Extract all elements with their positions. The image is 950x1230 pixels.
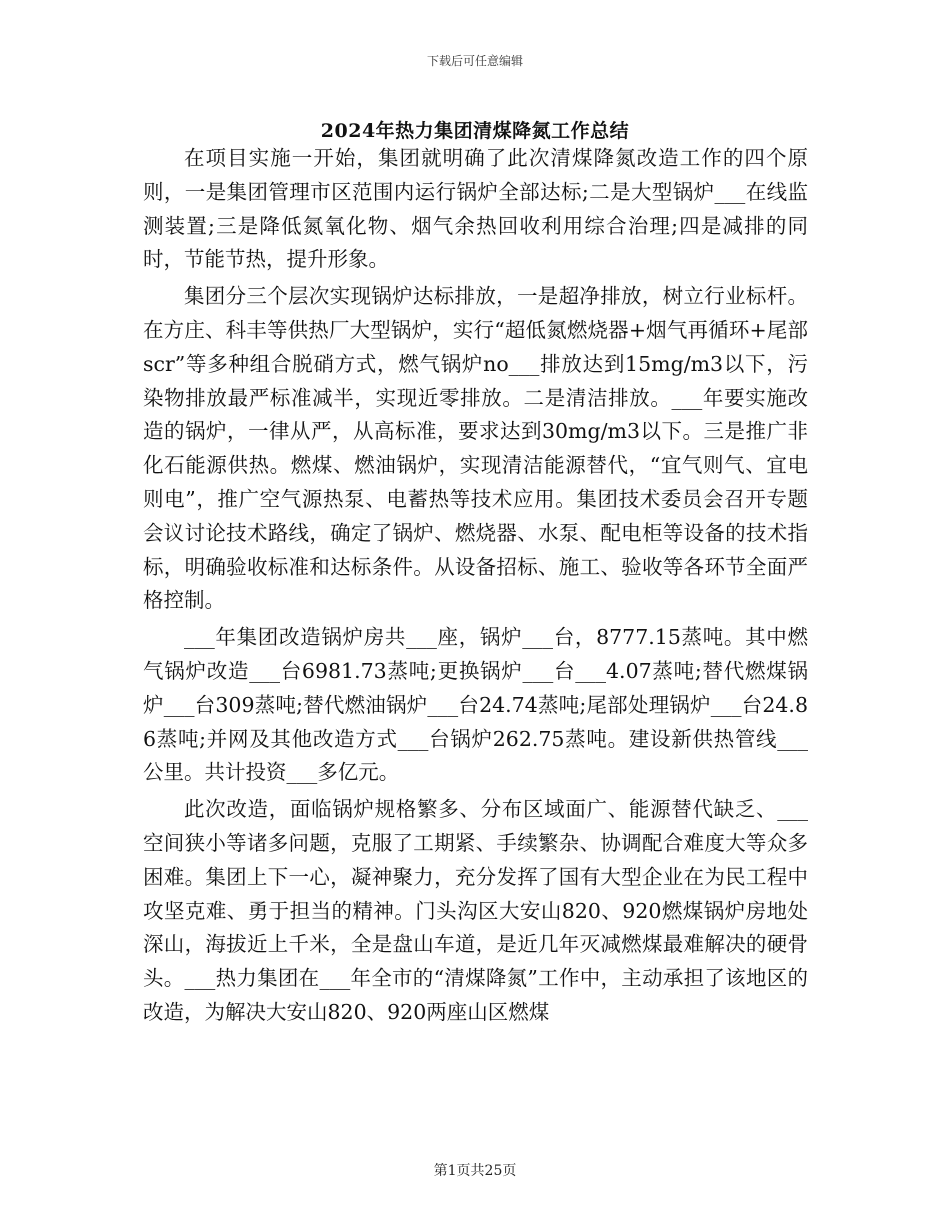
paragraph-1: 在项目实施一开始，集团就明确了此次清煤降氮改造工作的四个原则，一是集团管理市区范围内运行锅炉全部达标;二是大型锅炉___在线监测装置;三是降低氮氧化物、烟气余热回收利用综合治理;四是减排的同时，节能节热，提升形象。: [143, 146, 808, 272]
page-number: 第1页共25页: [433, 1163, 517, 1179]
header-note: 下载后可任意编辑: [426, 54, 523, 68]
paragraph-2: 集团分三个层次实现锅炉达标排放，一是超净排放，树立行业标杆。在方庄、科丰等供热厂大型锅炉，实行“超低氮燃烧器+烟气再循环+尾部scr”等多种组合脱硝方式，燃气锅炉no___排放达到15mg/m3以下，污染物排放最严标准减半，实现近零排放。二是清洁排放。___年要实施改造的锅炉，一律从严，从高标准，要求达到30mg/m3以下。三是推广非化石能源供热。燃煤、燃油锅炉，实现清洁能源替代，“宜气则气、宜电则电”，推广空气源热泵、电蓄热等技术应用。集团技术委员会召开专题会议讨论技术路线，确定了锅炉、燃烧器、水泵、配电柜等设备的技术指标，明确验收标准和达标条件。从设备招标、施工、验收等各环节全面严格控制。: [143, 284, 808, 613]
paragraph-3: ___年集团改造锅炉房共___座，锅炉___台，8777.15蒸吨。其中燃气锅炉改造___台6981.73蒸吨;更换锅炉___台___4.07蒸吨;替代燃煤锅炉___台309蒸吨;替代燃油锅炉___台24.74蒸吨;尾部处理锅炉___台24.86蒸吨;并网及其他改造方式___台锅炉262.75蒸吨。建设新供热管线___公里。共计投资___多亿元。: [143, 625, 808, 785]
paragraph-4: 此次改造，面临锅炉规格繁多、分布区域面广、能源替代缺乏、___空间狭小等诸多问题，克服了工期紧、手续繁杂、协调配合难度大等众多困难。集团上下一心，凝神聚力，充分发挥了国有大型企业在为民工程中攻坚克难、勇于担当的精神。门头沟区大安山820、920燃煤锅炉房地处深山，海拔近上千米，全是盘山车道，是近几年灭减燃煤最难解决的硬骨头。___热力集团在___年全市的“清煤降氮”工作中，主动承担了该地区的改造，为解决大安山820、920两座山区燃煤: [143, 797, 808, 1024]
document-body: [143, 142, 808, 1030]
document-title: 2024年热力集团清煤降氮工作总结: [320, 120, 630, 142]
